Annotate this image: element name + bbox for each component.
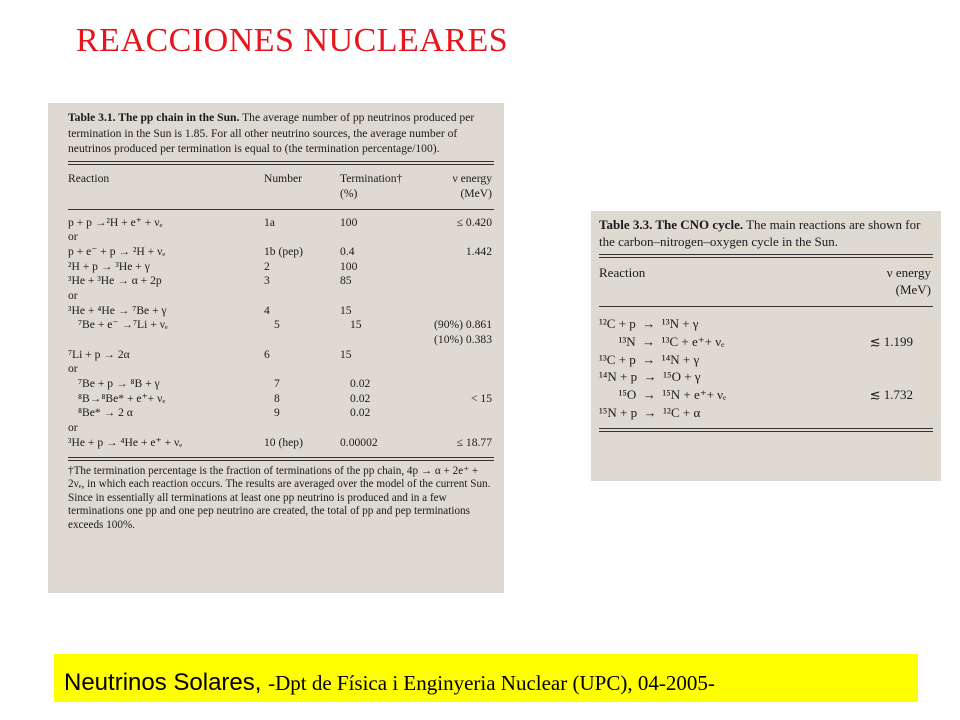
cell-number: 1a [264, 215, 275, 229]
cell-termination: 15 [350, 318, 362, 332]
cell-termination [340, 421, 410, 436]
cell-reaction: ⁸B→⁸Be* + e⁺+ νₑ [78, 391, 166, 405]
table-row [68, 392, 494, 407]
table-row [599, 404, 933, 422]
table-row [68, 348, 494, 363]
table-row [68, 304, 494, 319]
cell-termination: 15 [340, 303, 352, 317]
cell-reaction: ⁷Be + e⁻ →⁷Li + νₑ [78, 318, 168, 332]
cell-number [264, 230, 340, 245]
table-row [68, 377, 494, 392]
cell-energy [410, 304, 494, 319]
cell-number [264, 362, 340, 377]
cell-reaction: ⁷Be + p → ⁸B + γ [78, 377, 160, 391]
cell-number: 2 [264, 259, 270, 273]
table-row [68, 230, 494, 245]
cell-reaction: p + p →²H + e⁺ + νₑ [68, 215, 163, 229]
cell-termination: 100 [340, 215, 358, 229]
header-reaction: Reaction [68, 171, 110, 185]
cell-number: 7 [274, 377, 280, 391]
cell-reaction: ⁷Li + p → 2α [68, 347, 130, 361]
cell-reaction: ⁸Be* → 2 α [78, 406, 133, 420]
table-row [599, 315, 933, 333]
cell-reaction: or [68, 362, 78, 376]
cell-energy [799, 351, 933, 369]
table-row [68, 333, 494, 348]
table-row [68, 260, 494, 275]
table-row [68, 362, 494, 377]
cell-energy: < 15 [470, 391, 492, 405]
slide-title: REACCIONES NUCLEARES [76, 22, 509, 59]
cell-termination: 100 [340, 259, 358, 273]
cell-reaction: ¹³N → ¹³C + e⁺+ νₑ [599, 333, 725, 349]
header-energy: ν energy (MeV) [452, 171, 492, 200]
table-row [68, 274, 494, 289]
table-row [599, 351, 933, 369]
cell-energy [410, 274, 494, 289]
cell-termination: 15 [340, 347, 352, 361]
cell-termination: 0.02 [350, 377, 371, 391]
cell-number: 1b (pep) [264, 244, 303, 258]
cell-reaction: or [68, 421, 78, 435]
cell-energy [799, 368, 933, 386]
cell-reaction: p + e⁻ + p → ²H + νₑ [68, 244, 166, 258]
footer-affiliation: -Dpt de Física i Enginyeria Nuclear (UPC), 04-2005- [268, 671, 715, 695]
cno-caption-text: The main reactions are shown for the carbon–nitrogen–oxygen cycle in the Sun. [599, 217, 921, 249]
cell-number [264, 421, 340, 436]
footer-banner [54, 654, 918, 702]
cell-termination [340, 289, 410, 304]
table-row [599, 386, 933, 404]
cell-energy [410, 289, 494, 304]
cell-number [264, 333, 340, 348]
cell-number: 4 [264, 303, 270, 317]
cno-header-energy: ν energy (MeV) [886, 265, 931, 297]
header-termination: Termination† (%) [340, 171, 403, 200]
table-row [68, 318, 494, 333]
cell-energy [420, 377, 494, 392]
header-number: Number [264, 171, 302, 185]
cell-termination [340, 362, 410, 377]
cno-caption-title: Table 3.3. The CNO cycle. [599, 217, 744, 232]
cell-reaction [68, 333, 264, 348]
table-row [599, 368, 933, 386]
cell-reaction: ¹⁵O → ¹⁵N + e⁺+ νₑ [599, 387, 727, 403]
cno-cycle-table [591, 211, 941, 481]
cell-reaction: ³He + p → ⁴He + e⁺ + νₑ [68, 435, 183, 449]
cell-reaction: or [68, 288, 78, 302]
cell-energy [410, 230, 494, 245]
pp-table-caption [68, 110, 494, 157]
cell-energy: ≤ 18.77 [456, 435, 492, 449]
cell-energy: ≲ 1.732 [869, 387, 913, 403]
cell-number [264, 289, 340, 304]
pp-chain-table [48, 103, 504, 593]
cell-energy [410, 348, 494, 363]
cell-termination [340, 230, 410, 245]
cell-energy [410, 362, 494, 377]
cell-termination: 85 [340, 274, 352, 288]
cell-number: 6 [264, 347, 270, 361]
table-row [599, 333, 933, 351]
cell-reaction: ¹³C + p → ¹⁴N + γ [599, 351, 700, 367]
cell-energy: (10%) 0.383 [434, 333, 492, 346]
cno-table-header [599, 258, 933, 306]
cell-reaction: ¹⁵N + p → ¹²C + α [599, 404, 701, 420]
cell-number: 8 [274, 391, 280, 405]
cell-energy [799, 404, 933, 422]
cell-termination: 0.02 [350, 406, 371, 420]
pp-table-header [68, 165, 494, 209]
cell-reaction: or [68, 230, 78, 244]
cell-reaction: ¹⁴N + p → ¹⁵O + γ [599, 369, 701, 385]
cell-energy [799, 315, 933, 333]
cell-number: 5 [274, 318, 280, 332]
cell-termination [340, 333, 410, 348]
double-rule [68, 457, 494, 461]
cell-reaction: ¹²C + p → ¹³N + γ [599, 316, 699, 331]
cell-number: 9 [274, 406, 280, 420]
pp-table-body [68, 210, 494, 451]
cno-table-body [599, 307, 933, 422]
cell-energy: (90%) 0.861 [434, 318, 492, 332]
table-row [68, 245, 494, 260]
cell-energy: ≤ 0.420 [456, 215, 492, 229]
cell-reaction: ³He + ³He → α + 2p [68, 274, 162, 288]
footer-title: Neutrinos Solares, [64, 669, 269, 696]
cell-energy: 1.442 [465, 244, 492, 258]
cell-reaction: ³He + ⁴He → ⁷Be + γ [68, 303, 167, 317]
cell-energy: ≲ 1.199 [869, 333, 913, 349]
pp-footnote: †The termination percentage is the fraction of terminations of the pp chain, 4p → α + 2e⁺ + 2νₑ, in which each reaction occurs. The results are averaged over the model of the current Sun. Since in essentially all terminations at least one pp neutrino is produced and in a few terminations one pp and one pep neutrino are created, the total of pp and pep terminations exceeds 100%. [68, 464, 491, 531]
cno-table-caption [599, 216, 933, 250]
cell-termination: 0.4 [340, 244, 355, 258]
table-row [68, 421, 494, 436]
table-row [68, 289, 494, 304]
cell-number: 10 (hep) [264, 435, 303, 449]
cell-number: 3 [264, 274, 270, 288]
table-row [68, 406, 494, 421]
cell-termination: 0.00002 [340, 435, 378, 449]
pp-caption-text: The average number of pp neutrinos produced per termination in the Sun is 1.85. For all other neutrino sources, the average number of neutrinos produced per termination is equal to (the termination percentage/100). [68, 111, 475, 155]
table-row [68, 436, 494, 451]
cell-reaction: ²H + p → ³He + γ [68, 259, 150, 273]
cno-header-reaction: Reaction [599, 265, 646, 280]
cell-energy [420, 406, 494, 421]
cell-energy [410, 421, 494, 436]
table-row [68, 216, 494, 231]
cell-energy [410, 260, 494, 275]
double-rule [599, 428, 933, 432]
pp-caption-title: Table 3.1. The pp chain in the Sun. [68, 111, 240, 124]
cell-termination: 0.02 [350, 391, 371, 405]
